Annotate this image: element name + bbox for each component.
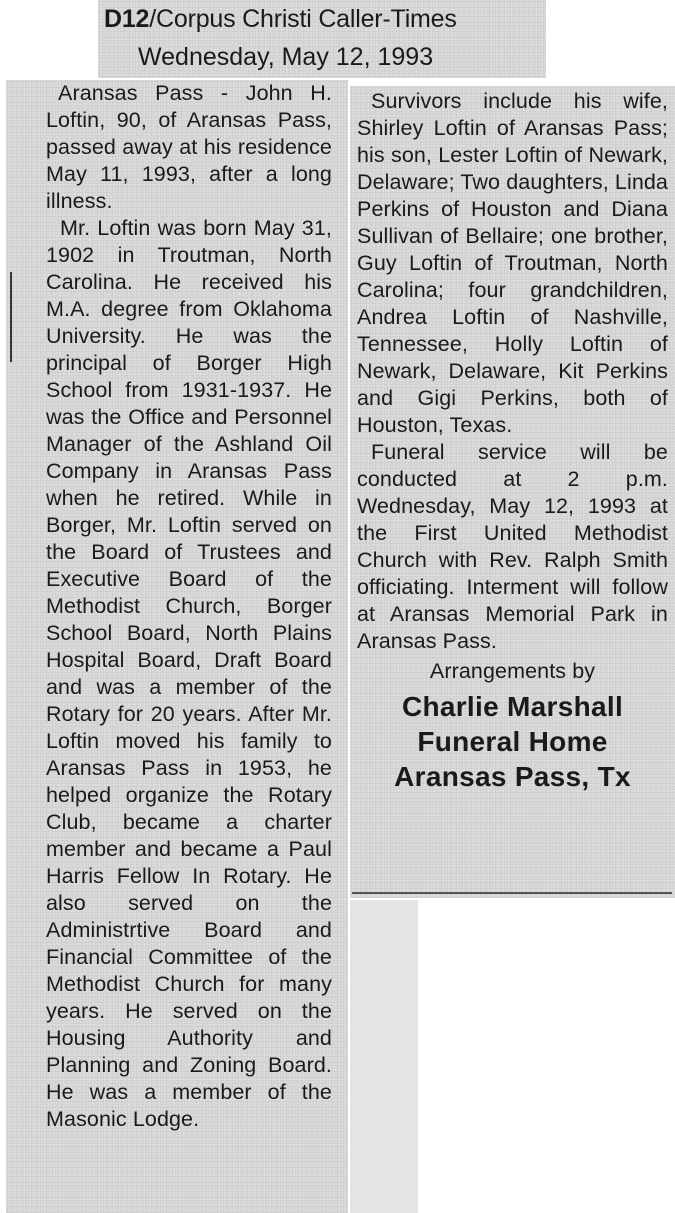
survivors-paragraph: Survivors include his wife, Shirley Loftin of Aransas Pass; his son, Lester Loftin of Newark, Delaware; Two daughters, Linda Perkins of Houston and Diana Sullivan of Bellaire; one brother, Guy Loftin of Troutman, North Carolina; four grandchildren, Andrea Loftin of Nashville, Tennessee, Holly Loftin of Newark, Delaware, Kit Perkins and Gigi Perkins, both of Houston, Texas. (357, 89, 668, 437)
publication-date: Wednesday, May 12, 1993 (138, 43, 434, 71)
obituary-biography-paragraph: Mr. Loftin was born May 31, 1902 in Troutman, North Carolina. He received his M.A. degree from Oklahoma University. He was the principal of Borger High School from 1931-1937. He was the Office and Personnel Manager of the Ashland Oil Company in Aransas Pass when he retired. While in Borger, Mr. Loftin served on the Board of Trustees and Executive Board of the Methodist Church, Borger School Board, North Plains Hospital Board, Draft Board and was a member of the Rotary for 20 years. After Mr. Loftin moved his family to Aransas Pass in 1953, he helped organize the Rotary Club, became a charter member and became a Paul Harris Fellow In Rotary. He also served on the Administrtive Board and Financial Committee of the Methodist Church for many years. He served on the Housing Authority and Planning and Zoning Board. He was a member of the Masonic Lodge. (46, 216, 332, 1131)
page-section: D12 (104, 5, 150, 33)
funeral-home-line: Charlie Marshall (401, 691, 624, 722)
obituary-right-column (357, 88, 668, 794)
divider-rule (352, 892, 672, 894)
funeral-home-name (357, 689, 668, 794)
newspaper-name: /Corpus Christi Caller-Times (149, 5, 457, 33)
obituary-left-column (46, 80, 332, 1133)
newspaper-masthead (104, 4, 457, 34)
funeral-home-line: Funeral Home (417, 726, 608, 757)
header-clipping (98, 0, 546, 78)
clipping-scrap (350, 900, 418, 1213)
obituary-intro-paragraph: Aransas Pass - John H. Loftin, 90, of Aransas Pass, passed away at his residence May 11, 1993, after a long illness. (46, 81, 332, 213)
clipping-edge-mark (10, 272, 12, 362)
arrangements-label: Arrangements by (429, 659, 596, 683)
funeral-service-paragraph: Funeral service will be conducted at 2 p.m. Wednesday, May 12, 1993 at the First United Methodist Church with Rev. Ralph Smith officiating. Interment will follow at Aransas Memorial Park in Aransas Pass. (357, 440, 668, 653)
funeral-home-location: Aransas Pass, Tx (394, 761, 631, 792)
